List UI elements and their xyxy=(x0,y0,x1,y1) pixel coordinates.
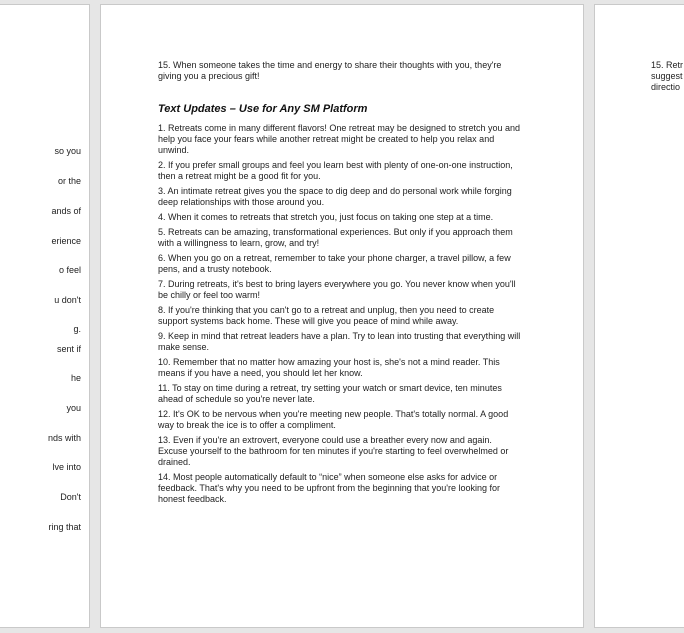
left-page-fragment: lve into xyxy=(52,462,81,472)
right-page-line: 15. Retr xyxy=(651,60,684,70)
list-item: 6. When you go on a retreat, remember to take your phone charger, a travel pillow, a few pens, and a trusty notebook. xyxy=(158,253,511,274)
list-item: 1. Retreats come in many different flavors! One retreat may be designed to stretch you and help you face your fears while another retreat might be created to help you relax and unwind. xyxy=(158,123,521,155)
left-page-fragment: you xyxy=(66,403,81,413)
list-item: 12. It's OK to be nervous when you're meeting new people. That's totally normal. A good way to break the ice is to offer a compliment. xyxy=(158,409,509,430)
list-item: 13. Even if you're an extrovert, everyone could use a breather every now and again. Excuse yourself to the bathroom for ten minutes if you're starting to feel overwhelmed or drained. xyxy=(158,435,509,467)
document-page-right xyxy=(594,4,684,628)
list-item: 10. Remember that no matter how amazing your host is, she's not a mind reader. This means if you have a need, you should let her know. xyxy=(158,357,500,378)
list-item: 7. During retreats, it's best to bring layers everywhere you go. You never know when you'll be chilly or feel too warm! xyxy=(158,279,516,300)
left-page-fragment: erience xyxy=(51,236,81,246)
left-page-fragment: o feel xyxy=(58,265,81,275)
right-page-line: suggest xyxy=(651,71,683,81)
list-item: 9. Keep in mind that retreat leaders have a plan. Try to lean into trusting that everything will make sense. xyxy=(158,331,521,352)
left-page-fragment: ands of xyxy=(51,206,81,216)
left-page-fragment: or the xyxy=(57,176,81,186)
list-item: 11. To stay on time during a retreat, try setting your watch or smart device, ten minutes ahead of schedule so you're never late. xyxy=(158,383,502,404)
list-item: 5. Retreats can be amazing, transformational experiences. But only if you approach them with a willingness to learn, grow, and try! xyxy=(158,227,513,248)
left-page-fragment: he xyxy=(70,373,81,383)
list-item: 4. When it comes to retreats that stretch you, just focus on taking one step at a time. xyxy=(158,212,494,222)
left-page-fragment: Don't xyxy=(60,492,81,502)
document-page-center xyxy=(100,4,584,628)
list-item: 14. Most people automatically default to “nice” when someone else asks for advice or feedback. That's why you need to be upfront from the beginning that you're looking for honest feedback. xyxy=(158,472,500,504)
left-page-fragment: nds with xyxy=(47,433,81,443)
page-body xyxy=(158,60,523,509)
intro-paragraph: 15. When someone takes the time and energy to share their thoughts with you, they're giving you a precious gift! xyxy=(158,60,502,81)
list-item: 8. If you're thinking that you can't go to a retreat and unplug, then you need to create support systems back home. These will give you peace of mind while away. xyxy=(158,305,495,326)
section-heading: Text Updates – Use for Any SM Platform xyxy=(158,103,368,115)
list-item: 3. An intimate retreat gives you the space to dig deep and do personal work while forging deep relationships with those around you. xyxy=(158,186,512,207)
left-page-fragment: sent if xyxy=(56,344,81,354)
list-item: 2. If you prefer small groups and feel you learn best with plenty of one-on-one instruction, then a retreat might be a good fit for you. xyxy=(158,160,513,181)
list xyxy=(158,123,523,505)
left-page-fragment: so you xyxy=(54,146,81,156)
right-page-text xyxy=(651,60,684,93)
left-page-fragment: u don't xyxy=(54,295,81,305)
document-page-left xyxy=(0,4,90,628)
left-page-fragment: g. xyxy=(73,324,81,334)
left-page-fragment: ring that xyxy=(48,522,81,532)
right-page-line: directio xyxy=(651,82,681,92)
